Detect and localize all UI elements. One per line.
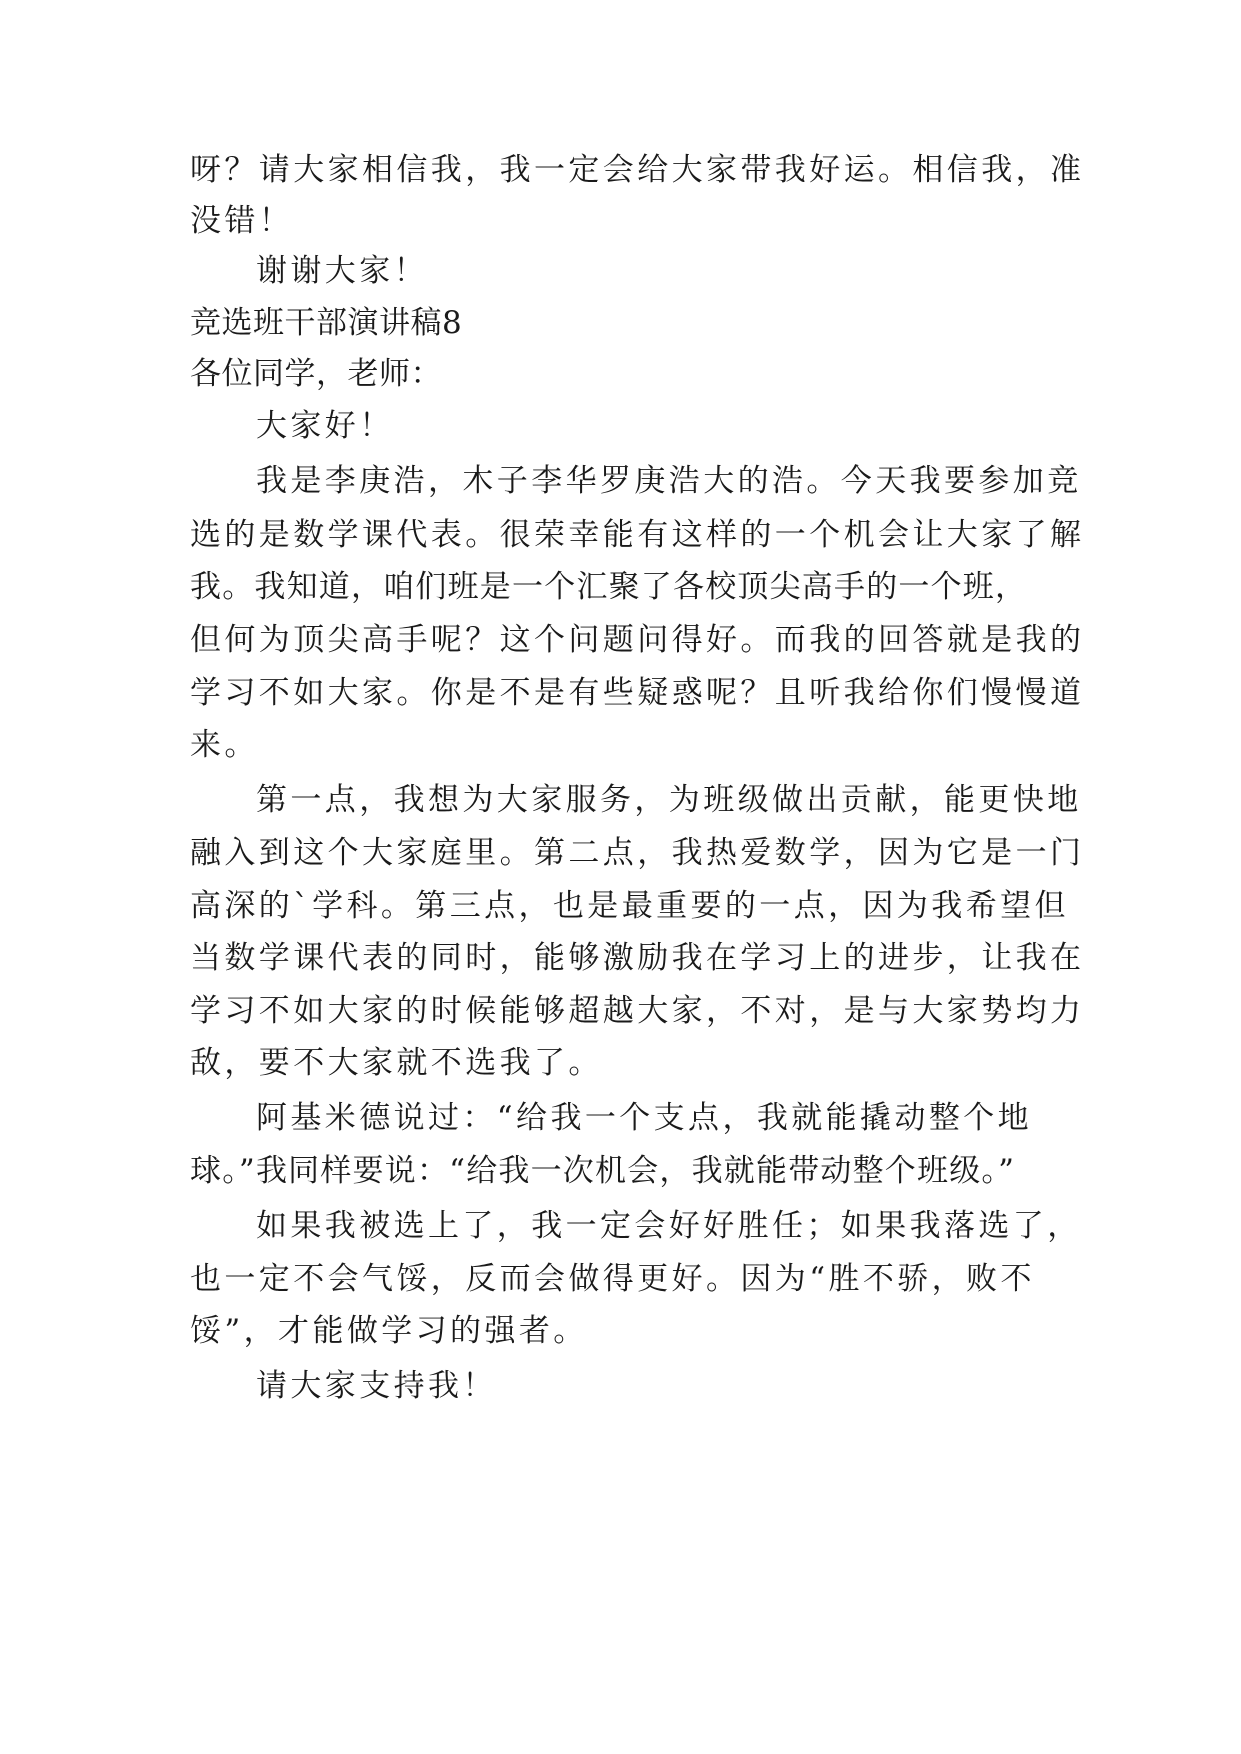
text-line: 第一点，我想为大家服务，为班级做出贡献，能更快地 xyxy=(256,782,1082,818)
text-line: 来。 xyxy=(190,727,259,763)
text-line: 选的是数学课代表。很荣幸能有这样的一个机会让大家了解 xyxy=(190,517,1085,553)
salutation: 各位同学，老师： xyxy=(190,356,442,392)
text-line: 馁”，才能做学习的强者。 xyxy=(190,1313,588,1349)
text-line: 大家好！ xyxy=(256,408,394,444)
text-line: 学习不如大家。你是不是有些疑惑呢？且听我给你们慢慢道 xyxy=(190,675,1085,711)
text-line: 敌，要不大家就不选我了。 xyxy=(190,1045,603,1081)
text-line: 高深的`学科。第三点，也是最重要的一点，因为我希望但 xyxy=(190,888,1069,924)
text-line: 我是李庚浩，木子李华罗庚浩大的浩。今天我要参加竞 xyxy=(256,463,1082,499)
text-line: 阿基米德说过：“给我一个支点，我就能撬动整个地 xyxy=(256,1100,1033,1136)
text-line: 也一定不会气馁，反而会做得更好。因为“胜不骄，败不 xyxy=(190,1261,1035,1297)
text-line: 融入到这个大家庭里。第二点，我热爱数学，因为它是一门 xyxy=(190,835,1085,871)
text-line: 请大家支持我！ xyxy=(256,1368,497,1404)
text-line: 学习不如大家的时候能够超越大家，不对，是与大家势均力 xyxy=(190,993,1085,1029)
text-line: 没错！ xyxy=(190,203,294,239)
text-line: 球。”我同样要说：“给我一次机会，我就能带动整个班级。” xyxy=(190,1153,1016,1189)
text-line: 但何为顶尖高手呢？这个问题问得好。而我的回答就是我的 xyxy=(190,622,1085,658)
text-line: 谢谢大家！ xyxy=(256,253,428,289)
section-heading: 竞选班干部演讲稿8 xyxy=(190,305,463,341)
text-line: 如果我被选上了，我一定会好好胜任；如果我落选了， xyxy=(256,1208,1082,1244)
text-line: 当数学课代表的同时，能够激励我在学习上的进步，让我在 xyxy=(190,940,1085,976)
text-line: 我。我知道，咱们班是一个汇聚了各校顶尖高手的一个班， xyxy=(190,569,1028,605)
text-line: 呀？请大家相信我，我一定会给大家带我好运。相信我，准 xyxy=(190,152,1085,188)
